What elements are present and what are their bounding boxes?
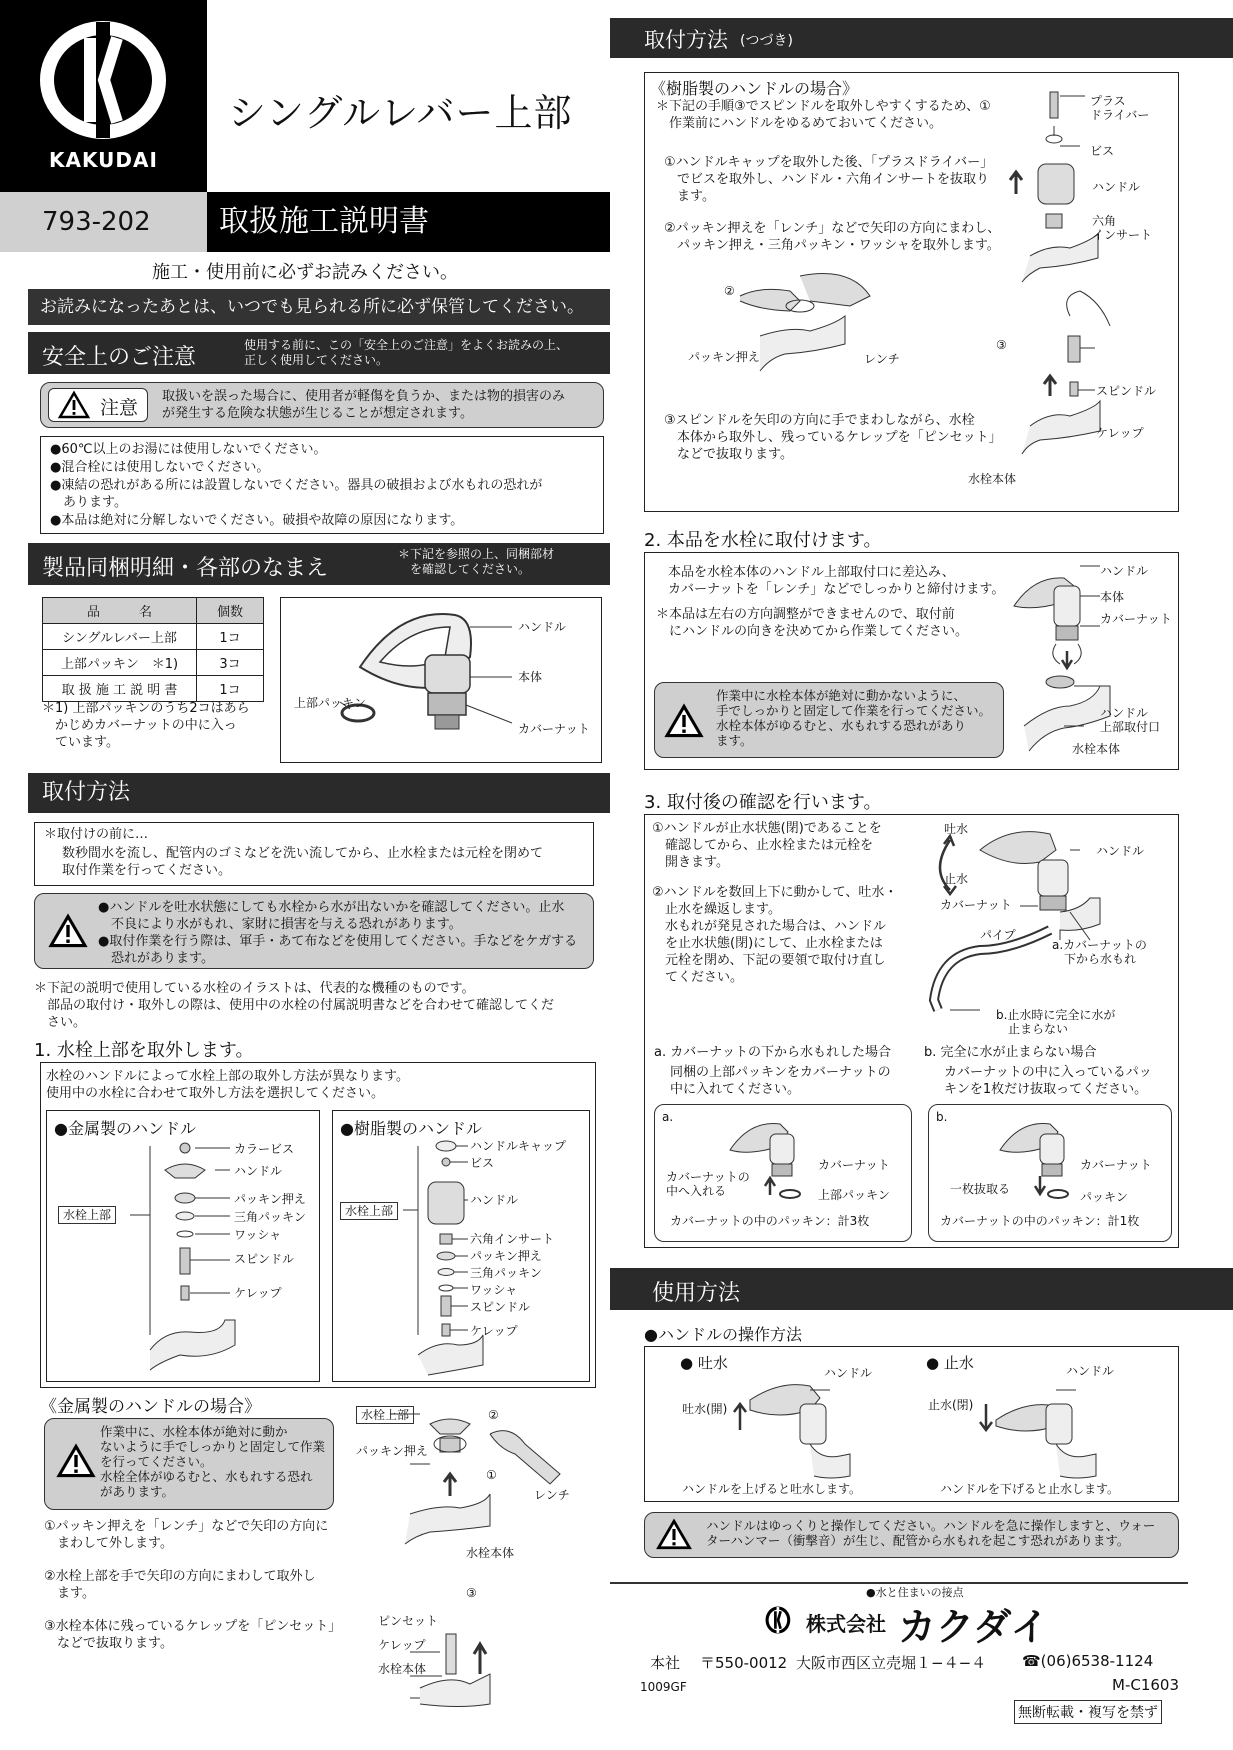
metal-step: ①パッキン押えを「レンチ」などで矢印の方向に まわして外します。 xyxy=(44,1519,329,1551)
metal-label-top: 水栓上部 xyxy=(356,1406,414,1424)
metal-label-step-3: ③ xyxy=(466,1586,477,1600)
warning-triangle-icon xyxy=(664,704,704,738)
stop-operation-illustration xyxy=(976,1370,1126,1480)
company-name: カクダイ xyxy=(898,1605,1049,1649)
install-heading: 取付方法 xyxy=(28,773,610,813)
part-label-packing: 上部パッキン xyxy=(294,696,366,710)
warning-triangle-icon xyxy=(56,1444,96,1478)
step3-label-pipe: パイプ xyxy=(980,928,1016,942)
usage-heading: 使用方法 xyxy=(652,1281,741,1306)
step3-label-b-leak: b.止水時に完全に水が 止まらない xyxy=(996,1008,1116,1036)
resin-label-screw: ビス xyxy=(1090,144,1115,158)
footer-divider xyxy=(610,1582,1188,1584)
metal-part-label: ケレップ xyxy=(234,1286,282,1300)
metal-handle-title: ●金属製のハンドル xyxy=(54,1119,196,1138)
step2-title: 2. 本品を水栓に取付けます。 xyxy=(644,530,882,551)
step2-text: 本品を水栓本体のハンドル上部取付口に差込み、 カバーナットを「レンチ」などでしっかりと締付けます。 xyxy=(668,565,1005,597)
case-b-total: カバーナットの中のパッキン：計1枚 xyxy=(940,1214,1140,1228)
metal-label-kerepp: ケレップ xyxy=(378,1638,426,1652)
kakudai-logo-icon xyxy=(0,0,207,150)
keep-notice: お読みになったあとは、いつでも見られる所に必ず保管してください。 xyxy=(28,289,610,325)
stop-title: ● 止水 xyxy=(926,1354,974,1372)
warning-triangle-icon xyxy=(58,391,90,419)
step3-item: ①ハンドルが止水状態(閉)であることを 確認してから、止水栓または元栓を 開きます。 xyxy=(652,821,882,870)
case-b-text: カバーナットの中に入っているパッ キンを1枚だけ抜取ってください。 xyxy=(944,1065,1152,1097)
step2-label-body: 本体 xyxy=(1100,590,1125,604)
illustration-note: ＊下記の説明で使用している水栓のイラストは、代表的な機種のものです。 部品の取付け・取外しの際は、使用中の水栓の付属説明書などを合わせて確認してくだ さい。 xyxy=(34,981,555,1030)
metal-label-step-1: ① xyxy=(486,1468,497,1482)
resin-label-kerepp: ケレップ xyxy=(1096,426,1144,440)
close-label: 止水(閉) xyxy=(928,1398,974,1412)
resin-part-label: 三角パッキン xyxy=(470,1266,542,1280)
table-row xyxy=(43,676,264,702)
contents-table xyxy=(42,597,264,702)
case-a-total: カバーナットの中のパッキン：計3枚 xyxy=(670,1214,870,1228)
stop-caption: ハンドルを下げると止水します。 xyxy=(940,1482,1120,1496)
top-part-label: 水栓上部 xyxy=(340,1202,398,1220)
address: 大阪市西区立売堀１−４−４ xyxy=(796,1654,987,1672)
step2-warning-text: 作業中に水栓本体が絶対に動かないように、 手でしっかりと固定して作業を行ってください。 水栓本体がゆるむと、水もれする恐れがあり ます。 xyxy=(716,688,992,748)
page-title: シングルレバー上部 xyxy=(228,91,573,135)
hq-label: 本社 xyxy=(650,1654,681,1672)
resin-handle-title: ●樹脂製のハンドル xyxy=(340,1119,482,1138)
metal-label-wrench: レンチ xyxy=(534,1488,570,1502)
resin-label-wrench: レンチ xyxy=(864,352,900,366)
case-b-cover-nut: カバーナット xyxy=(1080,1158,1152,1172)
resin-part-label: ハンドルキャップ xyxy=(470,1139,567,1153)
metal-part-label: パッキン押え xyxy=(234,1192,306,1206)
step2-label-faucet-body: 水栓本体 xyxy=(1072,742,1121,756)
warning-triangle-icon xyxy=(48,914,88,948)
resin-label-body: 水栓本体 xyxy=(968,472,1017,486)
case-a-cover-nut: カバーナット xyxy=(818,1158,890,1172)
caution-label: 注意 xyxy=(100,397,139,419)
doc-title: 取扱施工説明書 xyxy=(207,192,610,252)
top-part-label: 水栓上部 xyxy=(58,1206,116,1224)
metal-part-label: スピンドル xyxy=(234,1252,295,1266)
item-qty: 1コ xyxy=(197,676,264,702)
safety-heading: 安全上のご注意 xyxy=(42,345,197,370)
safety-item: ●混合栓には使用しないでください。 xyxy=(50,460,270,475)
resin-part-label: 六角インサート xyxy=(470,1232,555,1246)
postal-code: 〒550-0012 xyxy=(700,1654,788,1672)
metal-part-label: カラービス xyxy=(234,1142,295,1156)
table-row xyxy=(43,650,264,676)
case-a-tag: a. xyxy=(662,1110,674,1124)
step2-label-handle-top: ハンドル 上部取付口 xyxy=(1100,706,1161,734)
item-name: 上部パッキン ＊1) xyxy=(43,650,197,676)
resin-part-label: スピンドル xyxy=(470,1300,531,1314)
resin-part-label: ビス xyxy=(470,1156,495,1170)
install-warning-text: ●ハンドルを吐水状態にしても水栓から水が出ないかを確認してください。止水 不良により水がもれ、家財に損害を与える恐れがあります。 ●取付作業を行う際は、軍手・あて布などを使用してください。手などをケガする 恐れがあります。 xyxy=(98,900,578,966)
step3-label-cover-nut: カバーナット xyxy=(940,898,1012,912)
col-qty-header: 個数 xyxy=(197,598,264,624)
metal-label-step-2: ② xyxy=(488,1408,499,1422)
model-number: 793-202 xyxy=(0,192,207,252)
resin-part-label: ワッシャ xyxy=(470,1283,518,1297)
metal-label-body: 水栓本体 xyxy=(378,1662,427,1676)
footer-slogan: ●水と住まいの接点 xyxy=(866,1586,964,1599)
step3-label-spout: 吐水 xyxy=(944,822,969,836)
case-b-remove: 一枚抜取る xyxy=(950,1182,1011,1196)
resin-label-packing-holder: パッキン押え xyxy=(688,350,760,364)
metal-parts-exploded-icon xyxy=(140,1140,240,1370)
resin-case-title: 《樹脂製のハンドルの場合》 xyxy=(650,79,859,98)
resin-label-step-3: ③ xyxy=(996,338,1007,352)
case-b-tag: b. xyxy=(936,1110,948,1124)
doc-code: M-C1603 xyxy=(1112,1676,1180,1694)
spout-title: ● 吐水 xyxy=(680,1354,728,1372)
read-first-notice: 施工・使用前に必ずお読みください。 xyxy=(152,262,458,283)
col-name-header: 品 名 xyxy=(43,598,197,624)
step2-note: ＊本品は左右の方向調整ができませんので、取付前 にハンドルの向きを決めてから作業してください。 xyxy=(656,607,969,639)
metal-label-packing-holder: パッキン押え xyxy=(356,1444,428,1458)
open-label: 吐水(開) xyxy=(682,1402,728,1416)
resin-label-handle: ハンドル xyxy=(1092,180,1141,194)
contents-note: ＊下記を参照の上、同梱部材 を確認してください。 xyxy=(398,547,555,576)
brand-logo-block xyxy=(0,0,207,192)
spout-operation-illustration xyxy=(730,1370,880,1480)
issue-code: 1009GF xyxy=(640,1680,687,1694)
company-prefix: 株式会社 xyxy=(806,1612,886,1636)
step3-label-handle: ハンドル xyxy=(1096,844,1145,858)
cont-heading: 取付方法 xyxy=(644,28,728,52)
item-name: 取 扱 施 工 説 明 書 xyxy=(43,676,197,702)
safety-item: ●凍結の恐れがある所には設置しないでください。器具の破損および水もれの恐れが あります。 xyxy=(50,478,543,510)
cont-heading-small: (つづき) xyxy=(740,33,793,49)
contents-heading: 製品同梱明細・各部のなまえ xyxy=(42,556,329,581)
part-label-handle: ハンドル xyxy=(518,620,567,634)
resin-part-label: パッキン押え xyxy=(470,1249,542,1263)
case-a-packing: 上部パッキン xyxy=(818,1188,890,1202)
caution-text: 取扱いを誤った場合に、使用者が軽傷を負うか、または物的損害のみ が発生する危険な状態が生じることが想定されます。 xyxy=(162,389,566,421)
case-b-packing: パッキン xyxy=(1080,1190,1128,1204)
step1-title: 1. 水栓上部を取外します。 xyxy=(34,1040,254,1061)
handle-op-title: ●ハンドルの操作方法 xyxy=(644,1325,802,1344)
kakudai-logo-icon xyxy=(758,1602,798,1638)
before-install-title: ＊取付けの前に… xyxy=(44,827,149,842)
resin-step: ②パッキン押えを「レンチ」などで矢印の方向にまわし、 パッキン押え・三角パッキン・ワッシャを取外します。 xyxy=(664,221,1001,253)
resin-part-label: ケレップ xyxy=(470,1324,518,1338)
resin-label-hex: 六角 インサート xyxy=(1092,214,1153,242)
resin-label-driver: プラス ドライバー xyxy=(1090,94,1150,122)
resin-step: ①ハンドルキャップを取外した後、「プラスドライバー」 でビスを取外し、ハンドル・六角インサートを抜取り ます。 xyxy=(664,155,994,204)
resin-label-step-2: ② xyxy=(724,284,735,298)
item-qty: 1コ xyxy=(197,624,264,650)
phone: ☎(06)6538-1124 xyxy=(1022,1652,1154,1670)
usage-warning-text: ハンドルはゆっくりと操作してください。ハンドルを急に操作しますと、ウォー ターハンマー（衝撃音）が生じ、配管から水もれを起こす恐れがあります。 xyxy=(706,1518,1156,1548)
metal-step: ③水栓本体に残っているケレップを「ピンセット」 などで抜取ります。 xyxy=(44,1619,342,1651)
metal-step: ②水栓上部を手で矢印の方向にまわして取外し ます。 xyxy=(44,1569,316,1601)
spout-handle-label: ハンドル xyxy=(824,1366,873,1380)
stop-handle-label: ハンドル xyxy=(1066,1364,1115,1378)
metal-part-label: ワッシャ xyxy=(234,1228,282,1242)
table-row xyxy=(43,624,264,650)
resin-step: ③スピンドルを矢印の方向に手でまわしながら、水栓 本体から取外し、残っているケレップを「ピンセット」 などで抜取ります。 xyxy=(664,413,1002,462)
item-qty: 3コ xyxy=(197,650,264,676)
spout-caption: ハンドルを上げると吐水します。 xyxy=(682,1482,862,1496)
metal-part-label: 三角パッキン xyxy=(234,1210,306,1224)
metal-label-body: 水栓本体 xyxy=(466,1546,515,1560)
before-install-text: 数秒間水を流し、配管内のゴミなどを洗い流してから、止水栓または元栓を閉めて 取付作業を行ってください。 xyxy=(62,846,544,878)
part-label-cover-nut: カバーナット xyxy=(518,722,590,736)
step1-intro: 水栓のハンドルによって水栓上部の取外し方法が異なります。 使用中の水栓に合わせて取外し方法を選択してください。 xyxy=(46,1069,409,1101)
metal-case-title: 《金属製のハンドルの場合》 xyxy=(40,1397,261,1417)
case-a-title: a. カバーナットの下から水もれした場合 xyxy=(654,1045,891,1060)
case-b-title: b. 完全に水が止まらない場合 xyxy=(924,1045,1097,1060)
item-name: シングルレバー上部 xyxy=(43,624,197,650)
step2-illustration xyxy=(1004,556,1174,766)
safety-intro: 使用する前に、この「安全上のご注意」をよくお読みの上、 正しく使用してください。 xyxy=(244,338,569,367)
metal-part-label: ハンドル xyxy=(234,1164,283,1178)
safety-item: ●60℃以上のお湯には使用しないでください。 xyxy=(50,442,327,457)
safety-item: ●本品は絶対に分解しないでください。破損や故障の原因になります。 xyxy=(50,513,464,528)
warning-triangle-icon xyxy=(656,1519,692,1550)
case-a-text: 同梱の上部パッキンをカバーナットの 中に入れてください。 xyxy=(670,1065,891,1097)
copyright-notice: 無断転載・複写を禁ず xyxy=(1014,1700,1162,1724)
step2-label-cover-nut: カバーナット xyxy=(1100,612,1172,626)
brand-name: KAKUDAI xyxy=(49,148,158,172)
case-a-insert: カバーナットの 中へ入れる xyxy=(666,1170,750,1198)
metal-case-warning-text: 作業中に、水栓本体が絶対に動か ないように手でしっかりと固定して作業 を行ってください。 水栓全体がゆるむと、水もれする恐れ があります。 xyxy=(100,1424,326,1499)
metal-label-tweezers: ピンセット xyxy=(378,1614,439,1628)
part-label-body: 本体 xyxy=(518,670,543,684)
resin-part-label: ハンドル xyxy=(470,1193,519,1207)
step3-item: ②ハンドルを数回上下に動かして、吐水・ 止水を繰返します。 水もれが発見された場合は、ハンドル を止水状態(閉)にして、止水栓または 元栓を閉め、下記の要領で取付け直し てください。 xyxy=(652,885,898,985)
step2-label-handle: ハンドル xyxy=(1100,564,1149,578)
step3-label-stop: 止水 xyxy=(944,872,969,886)
step3-label-a-leak: a.カバーナットの 下から水もれ xyxy=(1052,938,1147,966)
step3-title: 3. 取付後の確認を行います。 xyxy=(644,792,882,813)
contents-footnote: ＊1) 上部パッキンのうち2コはあら かじめカバーナットの中に入っ ています。 xyxy=(42,701,250,750)
resin-label-spindle: スピンドル xyxy=(1096,384,1157,398)
resin-note: ＊下記の手順③でスピンドルを取外しやすくするため、① 作業前にハンドルをゆるめておいてください。 xyxy=(656,99,991,131)
